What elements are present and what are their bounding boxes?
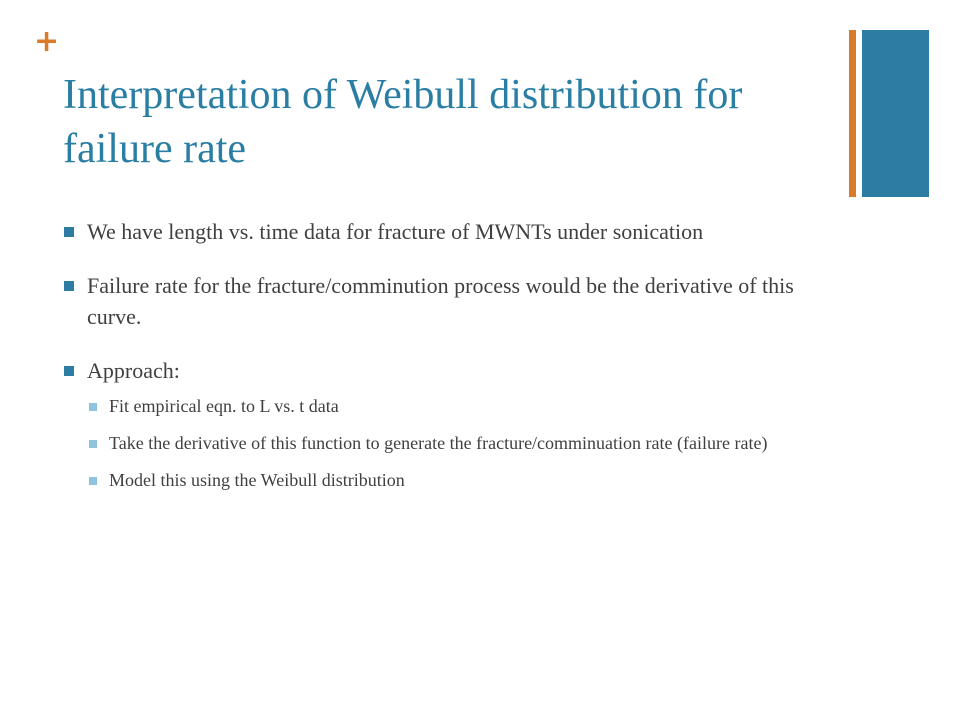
accent-bar-blue [862, 30, 929, 197]
bullet-list [63, 216, 823, 516]
sub-bullet-item [87, 431, 823, 456]
bullet-item [63, 216, 823, 247]
plus-icon: + [34, 24, 60, 59]
bullet-text: Approach: [87, 358, 180, 383]
bullet-item [63, 270, 823, 332]
slide-title: Interpretation of Weibull distribution for failure rate [63, 72, 743, 172]
square-sub-bullet-icon [89, 477, 97, 485]
square-bullet-icon [64, 227, 74, 237]
sub-bullet-text: Take the derivative of this function to generate the fracture/comminuation rate (failure rate) [109, 433, 768, 453]
sub-bullet-item [87, 468, 823, 493]
sub-bullet-text: Model this using the Weibull distribution [109, 470, 405, 490]
bullet-item [63, 355, 823, 493]
bullet-text: We have length vs. time data for fracture of MWNTs under sonication [87, 219, 704, 244]
sub-bullet-list [87, 394, 823, 493]
square-bullet-icon [64, 366, 74, 376]
square-sub-bullet-icon [89, 440, 97, 448]
accent-bar-orange [849, 30, 856, 197]
square-sub-bullet-icon [89, 403, 97, 411]
sub-bullet-item [87, 394, 823, 419]
square-bullet-icon [64, 281, 74, 291]
sub-bullet-text: Fit empirical eqn. to L vs. t data [109, 396, 339, 416]
bullet-text: Failure rate for the fracture/comminution process would be the derivative of this curve. [87, 273, 794, 329]
